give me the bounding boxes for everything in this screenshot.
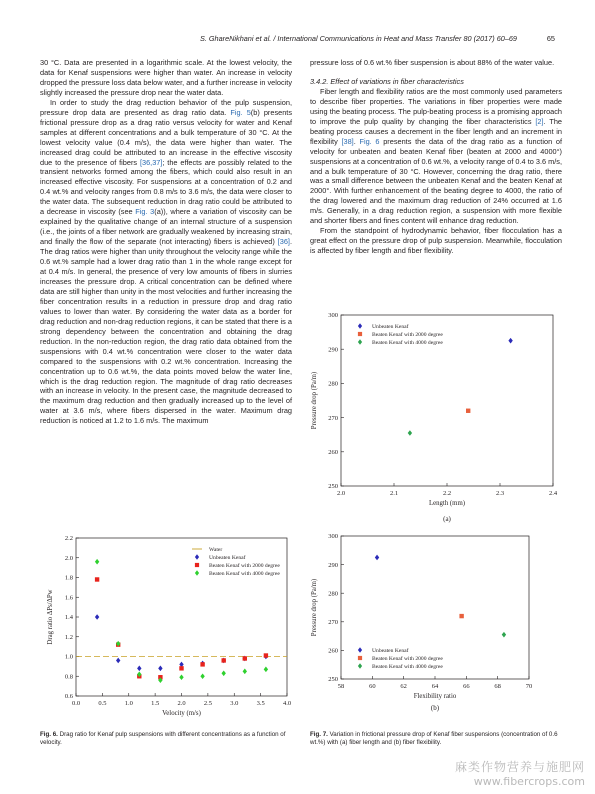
data-point [200,662,204,666]
data-point [95,559,99,565]
y-tick-label: 250 [328,483,338,491]
legend-swatch [358,339,362,344]
legend-swatch [195,554,199,559]
figure-7a [303,308,563,530]
data-point [222,658,226,662]
journal-citation: S. GhareNikhani et al. / International Communications in Heat and Mass Transfer 80 (2017) 60–69 [199,34,517,43]
figure-link[interactable]: Fig. 5 [230,107,251,117]
y-tick-label: 280 [328,380,338,388]
x-axis-label: Flexibility ratio [413,693,457,700]
figure-7-caption: Fig. 7. Variation in frictional pressure drop of Kenaf fiber suspensions (concentration of 0.6 wt.%) with (a) fiber length and (b) fiber flexibility. [310,731,558,747]
data-point [243,656,247,660]
legend-label: Beaten Kenaf with 4000 degree [372,664,443,670]
x-tick-label: 70 [525,683,533,690]
legend-label: Beaten Kenaf with 2000 degree [372,656,443,662]
figure-6 [40,530,295,715]
x-tick-label: 68 [494,683,501,690]
x-tick-label: 3.0 [230,700,239,707]
x-tick-label: 0.0 [71,700,81,707]
figure-7b [303,530,563,715]
section-heading: 3.4.2. Effect of variations in fiber characteristics [310,76,464,86]
data-point [408,430,412,436]
y-tick-label: 300 [328,312,338,320]
right-column [310,58,562,256]
legend-label: Water [209,547,223,553]
paragraph: Fiber length and flexibility ratios are the most commonly used parameters to describe fiber properties. The variations in fiber properties were made using the beating process. The pulp-beating process is a promising approach to improve the pulp quality by changing the fiber characteristics [2]. The beating process causes a decrement in the fiber length and an increment in flexibility [38]. Fig. 6 presents the data of the drag ratio as a function of velocity for unbeaten and beaten Kenaf fiber (beaten at 2000 and 4000°) suspensions at a concentration of 0.6 wt.%, a velocity range of 0.4 to 3.6 m/s, and a bulk temperature of 30 °C. However, concerning the drag ratio, there was a small difference between the unbeaten Kenaf and the beaten Kenaf at 2000°. With further enhancement of the beating degree to 4000, the ratio of the drag lowered and the maximum drag reduction of 24% occurred at 1.6 m/s. Generally, in a drag reduction region, a suspension with more flexible and shorter fibers and fines content will enhance drag reduction. [310,86,562,226]
data-point [375,555,379,561]
legend-label: Beaten Kenaf with 2000 degree [372,332,443,338]
x-tick-label: 2.0 [336,490,346,497]
paragraph: 30 °C. Data are presented in a logarithmic scale. At the lowest velocity, the data for Kenaf suspensions were higher than water. An increase in velocity dropped the pressure loss data below water, and a further increase in velocity slightly increased the pressure drop near the water data. [40,58,292,97]
data-point [95,577,99,581]
y-tick-label: 1.0 [64,653,73,661]
chart-fig7b [303,530,563,715]
legend-swatch [358,647,362,652]
legend-label: Beaten Kenaf with 4000 degree [209,571,280,577]
x-tick-label: 2.3 [495,490,505,497]
y-tick-label: 260 [328,647,338,655]
x-tick-label: 2.2 [442,490,452,497]
watermark: 麻类作物营养与施肥网 www.fibercrops.com [454,760,585,788]
data-point [116,658,120,664]
y-tick-label: 2.0 [64,554,73,562]
y-tick-label: 1.2 [64,633,73,641]
y-tick-label: 0.6 [64,693,73,701]
reference-link[interactable]: [36,37] [139,157,163,167]
chart-fig7a [303,308,563,530]
figure-link[interactable]: Fig. 3 [135,207,155,217]
reference-link[interactable]: [2] [535,116,544,126]
y-tick-label: 300 [328,533,338,541]
y-tick-label: 270 [328,619,338,626]
data-point [243,669,247,675]
data-point [158,666,162,672]
legend-label: Unbeaten Kenaf [209,555,246,561]
data-point [222,670,226,676]
y-axis-label: Pressure drop (Pa/m) [311,371,318,430]
legend-label: Unbeaten Kenaf [372,648,409,654]
data-point [137,666,141,672]
x-tick-label: 4.0 [282,700,292,707]
x-tick-label: 2.4 [548,490,558,497]
legend-swatch [358,656,362,660]
data-point [179,674,183,680]
y-tick-label: 2.2 [64,535,73,543]
legend-label: Beaten Kenaf with 4000 degree [372,340,443,346]
legend-swatch [358,332,362,336]
y-tick-label: 270 [328,414,338,422]
x-tick-label: 64 [431,683,439,690]
data-point [95,614,99,620]
legend-swatch [195,563,199,567]
panel-label: (b) [430,704,440,712]
y-axis-label: Pressure drop (Pa/m) [311,578,318,637]
data-point [502,632,506,638]
y-tick-label: 260 [328,449,338,456]
x-axis-label: Velocity (m/s) [162,710,201,717]
data-point [264,667,268,673]
data-point [466,409,470,413]
x-tick-label: 0.5 [98,700,107,707]
legend-swatch [358,323,362,328]
y-axis-label: Drag ratio ΔPs/ΔPw [47,589,54,645]
y-tick-label: 0.8 [64,673,73,681]
panel-label: (a) [443,515,451,523]
reference-link[interactable]: [38] [341,136,354,146]
y-tick-label: 290 [328,346,338,354]
figure-6-caption: Fig. 6. Drag ratio for Kenaf pulp suspensions with different concentrations as a function of velocity. [40,731,286,747]
x-tick-label: 2.1 [389,490,399,497]
x-tick-label: 2.0 [177,700,186,707]
legend-swatch [195,570,199,575]
figure-link[interactable]: Fig. 6 [359,136,380,146]
x-tick-label: 58 [337,683,345,690]
x-tick-label: 1.5 [151,700,160,707]
y-tick-label: 1.8 [64,574,73,582]
paragraph: pressure loss of 0.6 wt.% fiber suspension is about 88% of the water value. [310,58,555,67]
data-point [179,666,183,670]
x-axis-label: Length (mm) [428,500,466,507]
y-tick-label: 1.6 [64,594,73,602]
paragraph: From the standpoint of hydrodynamic behavior, fiber flocculation has a great effect on the pressure drop of pulp suspension. Meanwhile, flocculation is affected by fiber length and fiber flexibility. [310,226,562,256]
legend-label: Beaten Kenaf with 2000 degree [209,563,280,569]
y-tick-label: 280 [328,590,338,598]
x-tick-label: 60 [369,683,376,690]
left-column [40,58,292,426]
x-tick-label: 1.0 [124,700,133,707]
legend-label: Unbeaten Kenaf [372,324,409,330]
paragraph: In order to study the drag reduction behavior of the pulp suspension, pressure drop data are presented as drag ratio data. Fig. 5(b) presents frictional pressure drop as a drag ratio versus velocity for water and Kenaf samples at different concentrations and a bulk temperature of 30 °C. At the lowest velocity value (0.4 m/s), the data were higher than water. The increased drag could be attributed to an increase in the effective viscosity due to the presence of fibers [36,37]; the effects are possibly related to the transient networks formed among the fibers, which could also result in an increased effective viscosity. For suspensions at a concentration of 0.2 and 0.4 wt.% and velocity ranges from 0.8 m/s to 3.6 m/s, the data were closer to the water data. The subsequent reduction in drag ratio could be attributed to a decrease in viscosity (see Fig. 3(a)), where a variation of viscosity can be explained by the qualitative change of an internal structure of a suspension (i.e., the joints of a fiber network are gradually weakened by increasing strain, and finally the flow of the separate (not interacting) fibers is achieved) [36]. The drag ratios were higher than unity throughout the velocity range while the 0.6 wt.% sample had a lower drag ratio than 1 in the whole range except for at 0.4 m/s. In general, the presence of very low amounts of fibers in slurries increases the pressure drop. A critical concentration can be defined where data are still higher than unity in the most velocities and further increasing the fiber concentration results in a reduction in pressure drop and drag ratio values to lower than water. By considering the water data as a border for drag reduction and non-drag reduction regions, it can be stated that there is a strong dependency between the concentration and obtaining the drag reduction. In the non-reduction region, the drag ratio data obtained from the suspensions with 0.4 wt.% concentration were closer to the water data compared to the suspensions with 0.2 wt.% concentration. Increasing the concentration up to 0.6 wt.%, the data points moved below the water line, which is the drag reduction region. The magnitude of drag ratio decreases with an increase in velocity. In the present case, the magnitude decreased to the maximum drag reduction and then gradually increased up to the level of water at 3.6 m/s, where fibers dispersed in the water. Maximum drag reduction is noticed at 1.2 to 1.6 m/s. The maximum [40,97,293,426]
data-point [459,614,463,618]
y-tick-label: 1.4 [64,614,73,622]
y-tick-label: 250 [328,676,338,684]
data-point [264,653,268,657]
x-tick-label: 62 [400,683,407,690]
legend-swatch [358,663,362,668]
page-number: 65 [546,34,555,43]
x-tick-label: 2.5 [203,700,212,707]
plot-frame [76,538,287,696]
x-tick-label: 3.5 [256,700,265,707]
data-point [200,673,204,679]
y-tick-label: 290 [328,561,338,569]
chart-fig6 [40,530,295,715]
running-header [40,34,555,46]
x-tick-label: 66 [463,683,470,690]
data-point [508,338,512,344]
reference-link[interactable]: [36] [277,237,290,247]
